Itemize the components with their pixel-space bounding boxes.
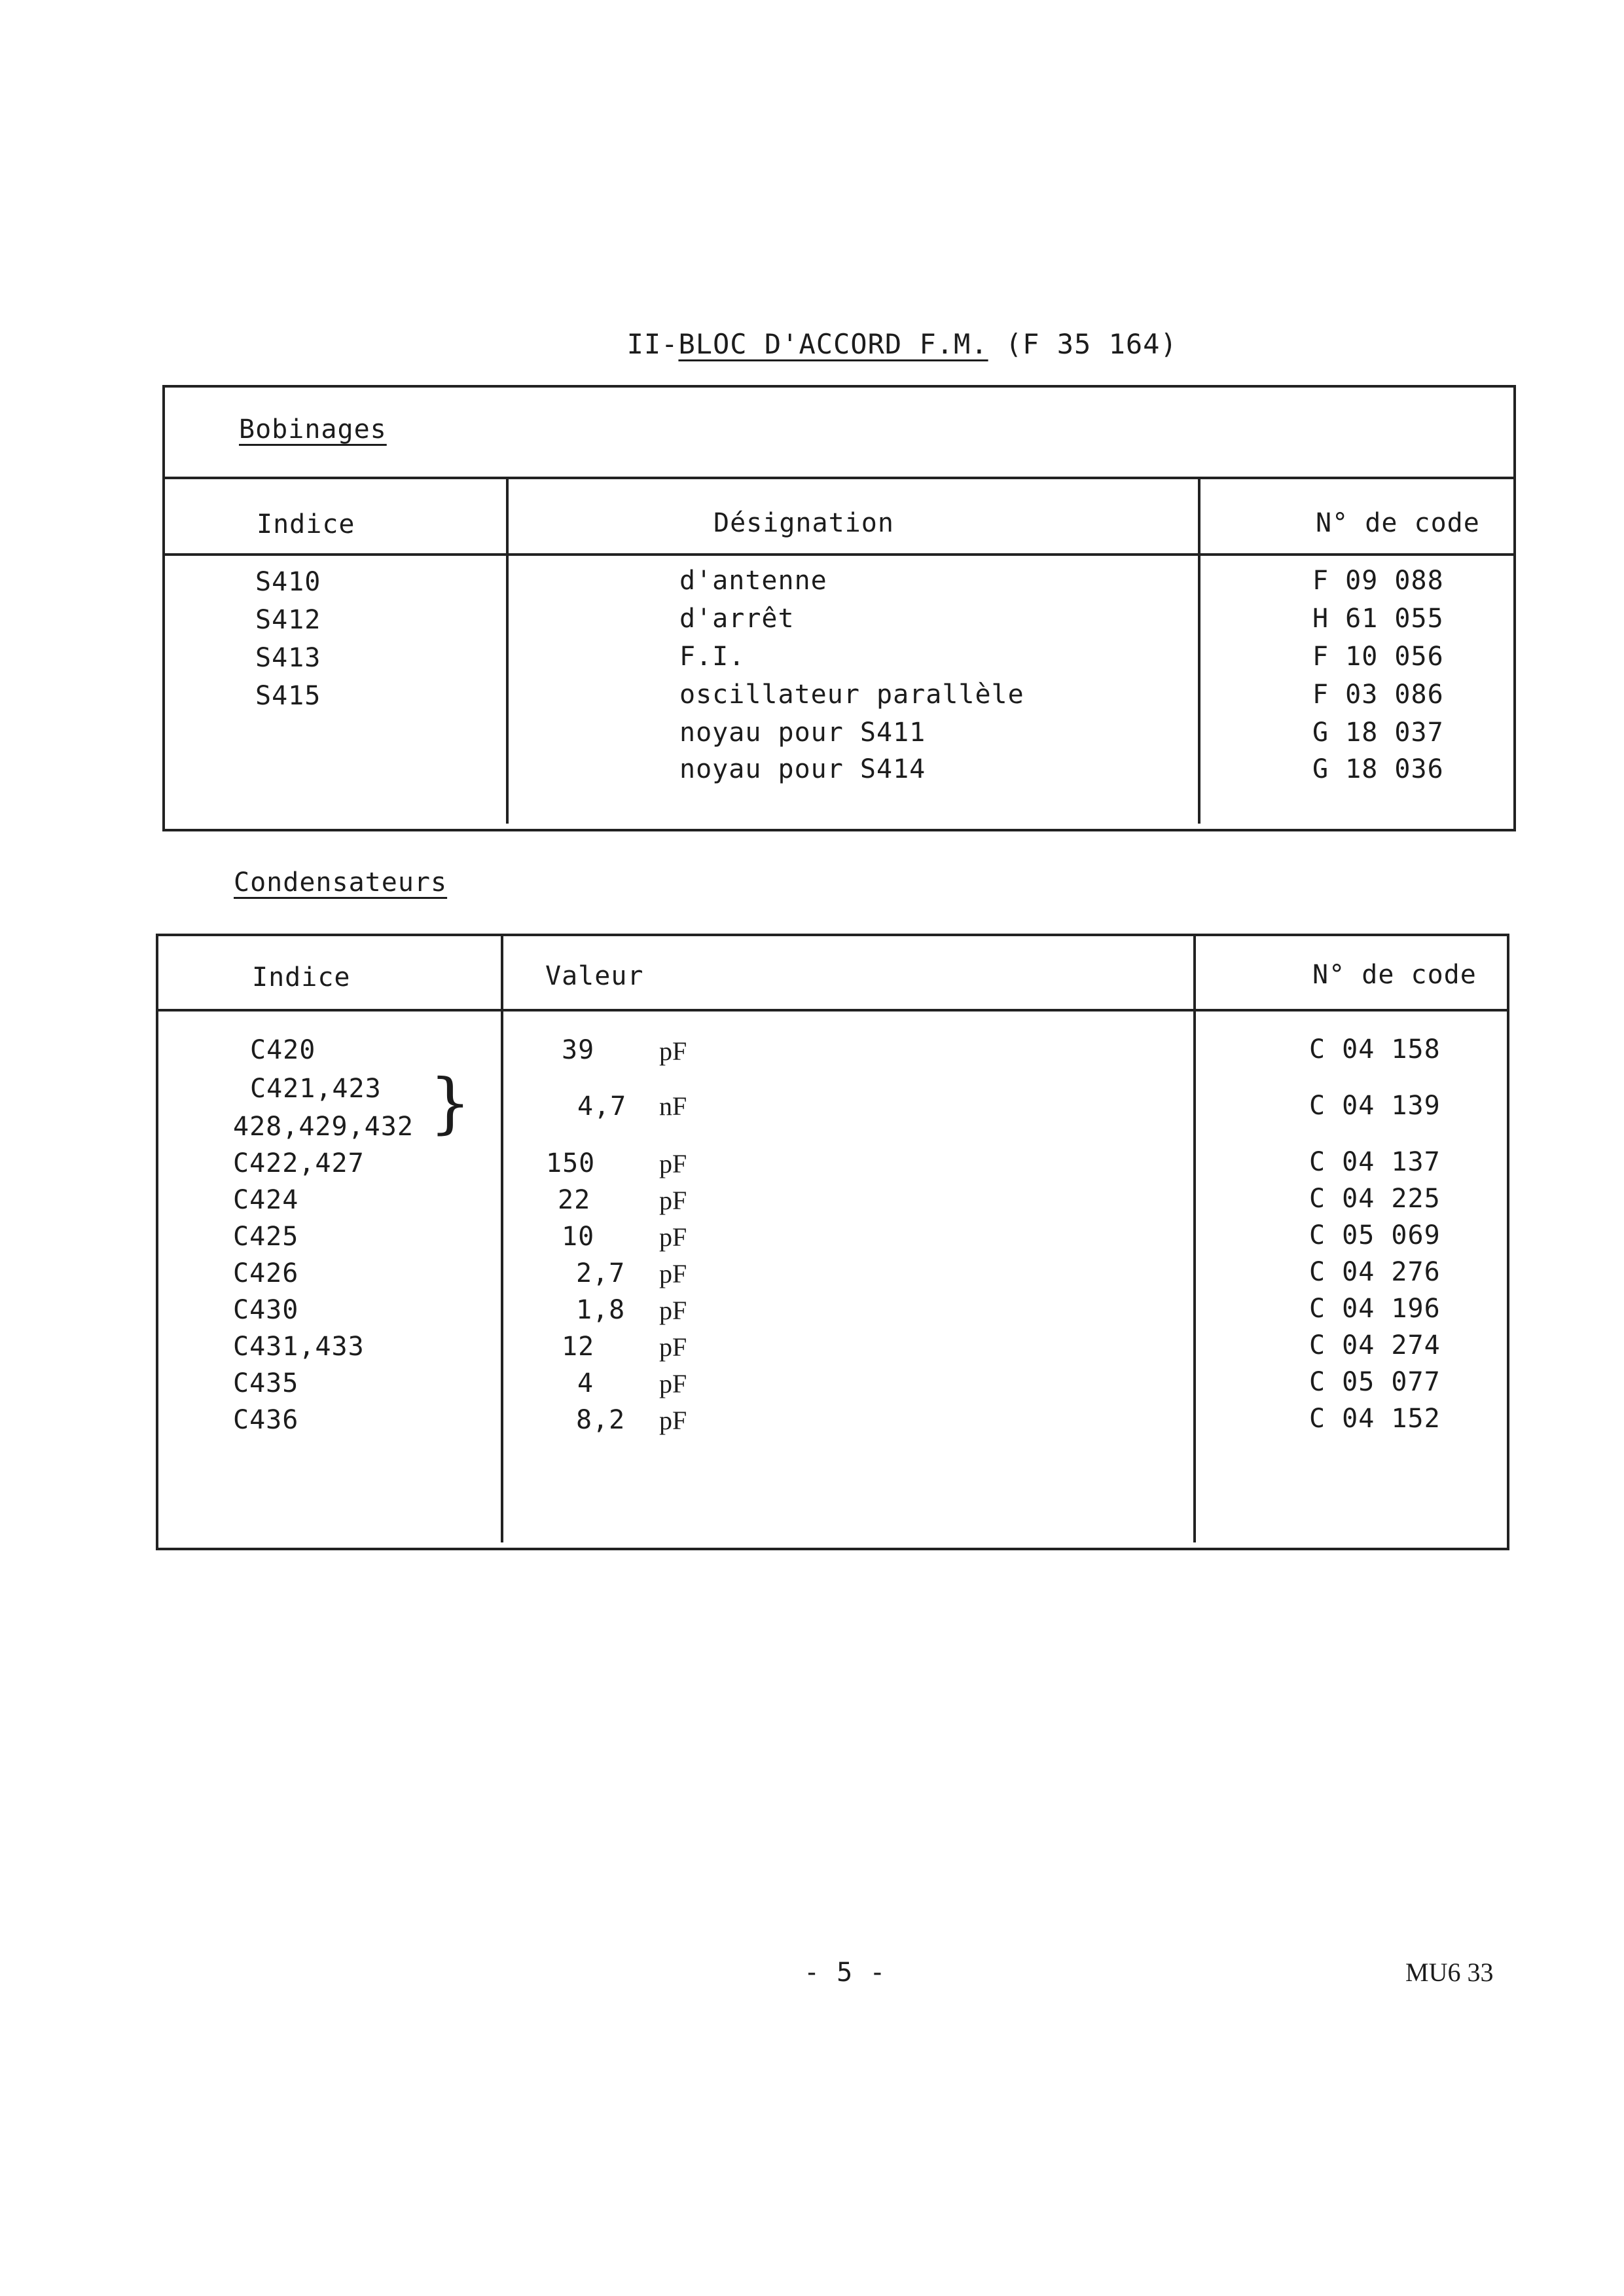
document-reference: MU6 33 [1405,1958,1494,1987]
page-number: - 5 - [804,1958,886,1988]
condensateurs-indice: C425 [233,1222,299,1252]
condensateurs-unit: pF [659,1222,687,1252]
condensateurs-indice: C426 [233,1258,299,1288]
condensateurs-indice: C430 [233,1295,299,1325]
condensateurs-header-valeur: Valeur [545,961,644,991]
condensateurs-col-divider-1 [501,936,503,1542]
condensateurs-code: C 04 139 [1309,1091,1441,1121]
condensateurs-code: C 04 225 [1309,1184,1441,1214]
title-main: BLOC D'ACCORD F.M. [678,328,988,360]
condensateurs-code: C 04 158 [1309,1034,1441,1065]
condensateurs-value: 2,7 [576,1258,626,1288]
condensateurs-indice: C421,423 [250,1074,382,1104]
bobinages-section-label: Bobinages [239,414,387,445]
condensateurs-table [156,934,1509,1550]
group-brace: } [429,1065,471,1141]
condensateurs-unit: pF [659,1296,687,1325]
bobinages-indice: S413 [255,643,321,673]
condensateurs-code: C 04 137 [1309,1147,1441,1177]
bobinages-code: F 09 088 [1312,566,1444,596]
condensateurs-col-divider-2 [1193,936,1196,1542]
condensateurs-indice: C431,433 [233,1332,365,1362]
condensateurs-unit: pF [659,1036,687,1066]
condensateurs-unit: nF [659,1091,687,1121]
condensateurs-unit: pF [659,1186,687,1215]
bobinages-designation: d'arrêt [679,604,795,634]
condensateurs-indice: C424 [233,1185,299,1215]
bobinages-rule-top [165,477,1513,479]
condensateurs-code: C 04 196 [1309,1294,1441,1324]
condensateurs-header-indice: Indice [252,962,351,993]
bobinages-code: G 18 037 [1312,718,1444,748]
bobinages-indice: S412 [255,605,321,635]
bobinages-rule-header [165,553,1513,556]
condensateurs-unit: pF [659,1406,687,1435]
bobinages-designation: d'antenne [679,566,827,596]
bobinages-header-code: N° de code [1316,508,1480,538]
condensateurs-indice: C435 [233,1368,299,1398]
condensateurs-value: 1,8 [576,1295,626,1325]
bobinages-indice: S410 [255,567,321,597]
page-title [592,296,1178,360]
condensateurs-code: C 05 069 [1309,1220,1441,1250]
condensateurs-value: 4 [577,1368,594,1398]
bobinages-designation: noyau pour S411 [679,718,926,748]
condensateurs-indice: C436 [233,1405,299,1435]
condensateurs-value: 10 [562,1222,595,1252]
condensateurs-unit: pF [659,1149,687,1178]
bobinages-col-divider-2 [1198,479,1200,824]
condensateurs-unit: pF [659,1369,687,1398]
condensateurs-header-code: N° de code [1312,960,1477,990]
bobinages-designation: oscillateur parallèle [679,680,1024,710]
condensateurs-code: C 04 274 [1309,1330,1441,1360]
condensateurs-value: 8,2 [576,1405,626,1435]
condensateurs-indice: C420 [250,1035,316,1065]
bobinages-code: G 18 036 [1312,754,1444,784]
bobinages-col-divider-1 [506,479,509,824]
bobinages-designation: F.I. [679,642,746,672]
condensateurs-value: 22 [558,1185,591,1215]
condensateurs-code: C 04 276 [1309,1257,1441,1287]
condensateurs-section-label: Condensateurs [234,867,448,898]
condensateurs-code: C 05 077 [1309,1367,1441,1397]
condensateurs-value: 4,7 [577,1091,627,1121]
condensateurs-value: 150 [546,1148,596,1178]
condensateurs-code: C 04 152 [1309,1404,1441,1434]
condensateurs-rule-header [158,1009,1507,1011]
bobinages-indice: S415 [255,681,321,711]
bobinages-header-indice: Indice [257,509,355,539]
title-suffix: (F 35 164) [1005,328,1178,360]
title-prefix: II- [626,328,679,360]
bobinages-code: F 03 086 [1312,680,1444,710]
condensateurs-indice: C422,427 [233,1148,365,1178]
condensateurs-unit: pF [659,1332,687,1362]
bobinages-code: H 61 055 [1312,604,1444,634]
bobinages-code: F 10 056 [1312,642,1444,672]
bobinages-header-designation: Désignation [713,508,894,538]
condensateurs-unit: pF [659,1259,687,1288]
condensateurs-value: 39 [562,1035,595,1065]
condensateurs-indice-continuation: 428,429,432 [233,1112,414,1142]
condensateurs-value: 12 [562,1332,595,1362]
bobinages-designation: noyau pour S414 [679,754,926,784]
